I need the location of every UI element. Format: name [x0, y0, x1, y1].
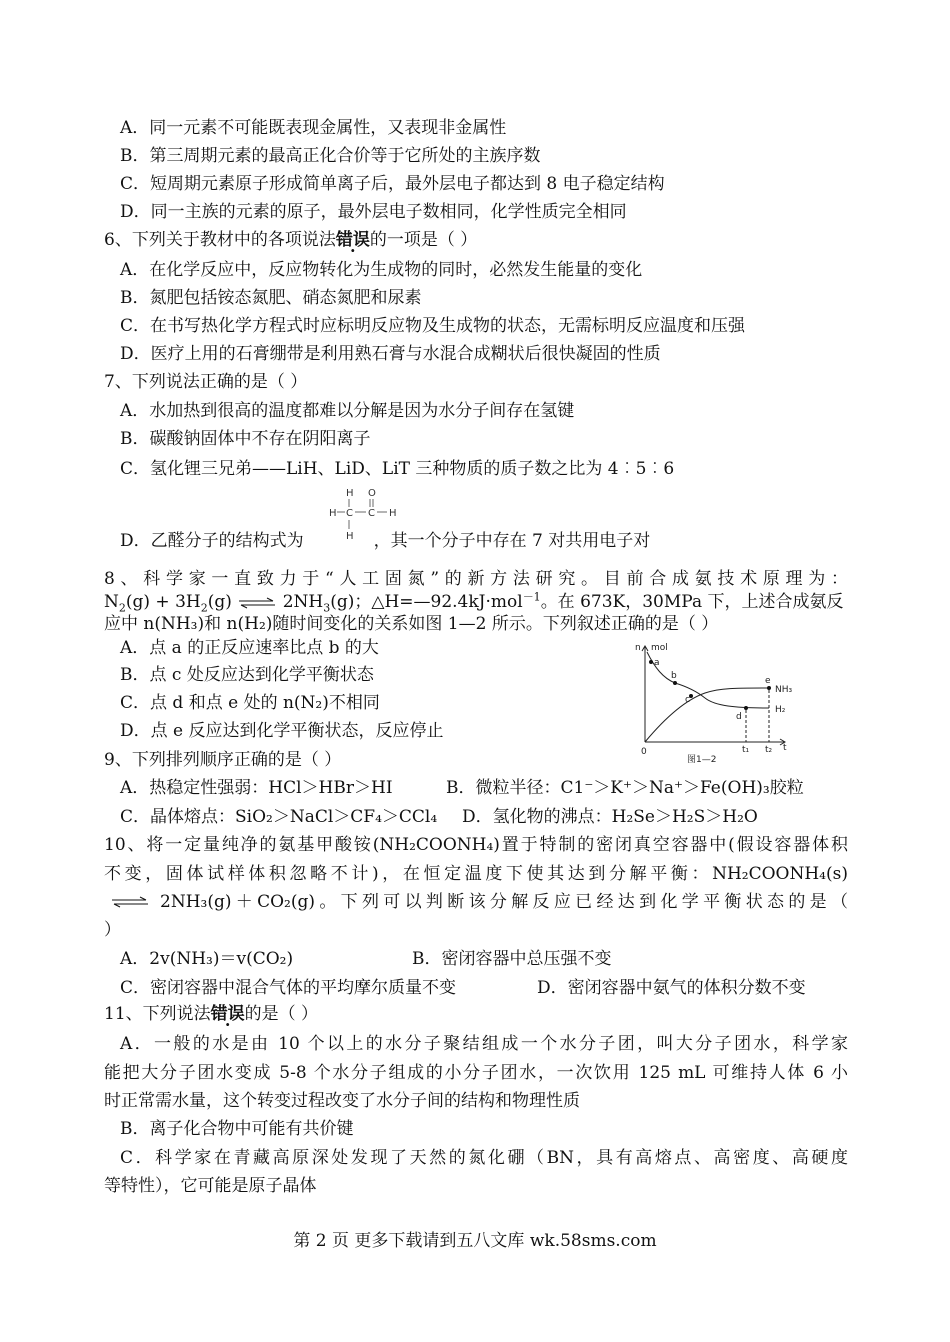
struct-atom-h-top: H — [346, 488, 354, 499]
q8-option-a: A．点 a 的正反应速率比点 b 的大 — [120, 638, 379, 658]
figure-1-2 — [625, 638, 805, 766]
q5-option-d: D．同一主族的元素的原子，最外层电子数相同，化学性质完全相同 — [120, 202, 627, 222]
struct-atom-c1: C — [346, 508, 353, 519]
q8-option-b: B．点 c 处反应达到化学平衡状态 — [120, 665, 374, 685]
tick-t1: t₁ — [742, 745, 750, 755]
x-label: t — [783, 743, 787, 753]
q6-option-a: A．在化学反应中，反应物转化为生成物的同时，必然发生能量的变化 — [120, 260, 643, 280]
point-d-dot — [744, 706, 748, 710]
q5-option-b: B．第三周期元素的最高正化合价等于它所处的主族序数 — [120, 146, 541, 166]
q5-option-c: C．短周期元素原子形成简单离子后，最外层电子都达到 8 电子稳定结构 — [120, 174, 665, 194]
q6-option-d: D．医疗上用的石膏绷带是利用熟石膏与水混合成糊状后很快凝固的性质 — [120, 344, 661, 364]
q9-option-a: A．热稳定性强弱：HCl＞HBr＞HI — [120, 778, 393, 798]
page-footer: 第 2 页 更多下载请到五八文库 wk.58sms.com — [293, 1231, 657, 1251]
q8-option-c: C．点 d 和点 e 处的 n(N₂)不相同 — [120, 693, 380, 713]
struct-atom-h-right: H — [389, 508, 397, 519]
point-e-dot — [767, 686, 771, 690]
q6-stem: 6、下列关于教材中的各项说法错误的一项是（ ） — [104, 230, 478, 250]
point-c-label: c — [685, 695, 690, 705]
q9-stem: 9、下列排列顺序正确的是（ ） — [104, 750, 342, 770]
q7-option-c: C．氢化锂三兄弟——LiH、LiD、LiT 三种物质的质子数之比为 4︰5︰6 — [120, 459, 675, 479]
q8-option-d: D．点 e 反应达到化学平衡状态，反应停止 — [120, 721, 444, 741]
q10-line-4: ） — [104, 920, 121, 940]
q11-option-a-line-2: 能把大分子团水变成 5-8 个水分子组成的小分子团水，一次饮用 125 mL 可维持人体 6 小 — [104, 1063, 848, 1083]
q11-stem: 11、下列说法错误的是（ ） — [104, 1004, 319, 1024]
unit-label: mol — [651, 643, 668, 653]
q10-option-b: B．密闭容器中总压强不变 — [412, 949, 612, 969]
q7-option-a: A．水加热到很高的温度都难以分解是因为水分子间存在氢键 — [120, 401, 575, 421]
q7-option-d: D．乙醛分子的结构式为 ，其一个分子中存在 7 对共用电子对 — [120, 531, 651, 551]
q6-option-b: B．氮肥包括铵态氮肥、硝态氮肥和尿素 — [120, 288, 422, 308]
point-b-dot — [673, 681, 677, 685]
nh3-curve — [645, 688, 769, 742]
q7-stem: 7、下列说法正确的是（ ） — [104, 372, 308, 392]
struct-atom-h-left: H — [329, 508, 337, 519]
q9-option-b: B．微粒半径：C1⁻＞K⁺＞Na⁺＞Fe(OH)₃胶粒 — [446, 778, 804, 798]
q10-option-a: A．2v(NH₃)＝v(CO₂) — [120, 949, 294, 969]
q10-line-1: 10、将一定量纯净的氨基甲酸铵(NH₂COONH₄)置于特制的密闭真空容器中(假设容器体积 — [104, 835, 848, 855]
point-d-label: d — [736, 712, 742, 722]
q9-option-d: D．氢化物的沸点：H₂Se＞H₂S＞H₂O — [462, 807, 758, 827]
q10-line-3: 2NH₃(g)＋CO₂(g)。下列可以判断该分解反应已经达到化学平衡状态的是（ — [160, 892, 848, 912]
series-h2-label: H₂ — [775, 705, 786, 715]
figure-caption: 图1—2 — [687, 755, 717, 765]
q11-option-b: B．离子化合物中可能有共价键 — [120, 1119, 354, 1139]
y-label: n — [635, 643, 641, 653]
q11-option-c-line-1: C．科学家在青藏高原深处发现了天然的氮化硼（BN，具有高熔点、高密度、高硬度 — [120, 1148, 848, 1168]
q10-option-d: D．密闭容器中氨气的体积分数不变 — [537, 978, 806, 998]
q10-option-c: C．密闭容器中混合气体的平均摩尔质量不变 — [120, 978, 457, 998]
reversible-arrow-icon-2 — [110, 896, 152, 908]
q5-option-a: A．同一元素不可能既表现金属性，又表现非金属性 — [120, 118, 507, 138]
point-a-dot — [649, 660, 653, 664]
struct-atom-c2: C — [368, 508, 375, 519]
h2-curve — [647, 652, 769, 708]
origin-label: 0 — [641, 747, 647, 757]
point-e-label: e — [765, 676, 771, 686]
struct-atom-o: O — [368, 488, 376, 499]
point-a-label: a — [654, 658, 660, 668]
q8-line-3: 应中 n(NH₃)和 n(H₂)随时间变化的关系如图 1—2 所示。下列叙述正确的是（ ） — [104, 614, 719, 634]
reversible-arrow-icon — [237, 597, 277, 609]
q6-emphasis: 错误 — [335, 230, 370, 250]
tick-t2: t₂ — [765, 745, 773, 755]
q10-line-2: 不变，固体试样体积忽略不计)，在恒定温度下使其达到分解平衡：NH₂COONH₄(s) — [104, 864, 848, 884]
series-nh3-label: NH₃ — [775, 685, 793, 695]
point-b-label: b — [671, 671, 677, 681]
q11-option-a-line-3: 时正常需水量，这个转变过程改变了水分子间的结构和物理性质 — [104, 1091, 580, 1111]
q11-option-c-line-2: 等特性），它可能是原子晶体 — [104, 1176, 317, 1196]
q11-emphasis: 错误 — [210, 1004, 245, 1024]
q6-option-c: C．在书写热化学方程式时应标明反应物及生成物的状态，无需标明反应温度和压强 — [120, 316, 746, 336]
q8-equation-line: $N_2(g) + 3H_2(g)$ $2NH_3(g)$；△H=—92.4kJ·mol$^{-1}$。在 673K，30MPa 下，上述合成氨反 — [104, 590, 844, 615]
q11-option-a-line-1: A．一般的水是由 10 个以上的水分子聚结组成一个水分子团，叫大分子团水，科学家 — [120, 1034, 848, 1054]
q7-option-b: B．碳酸钠固体中不存在阴阳离子 — [120, 429, 371, 449]
q8-line-1: 8、科学家一直致力于“人工固氮”的新方法研究。目前合成氨技术原理为： — [104, 569, 848, 589]
struct-atom-h-bottom: H — [346, 531, 354, 542]
q9-option-c: C．晶体熔点：SiO₂＞NaCl＞CF₄＞CCl₄ — [120, 807, 438, 827]
